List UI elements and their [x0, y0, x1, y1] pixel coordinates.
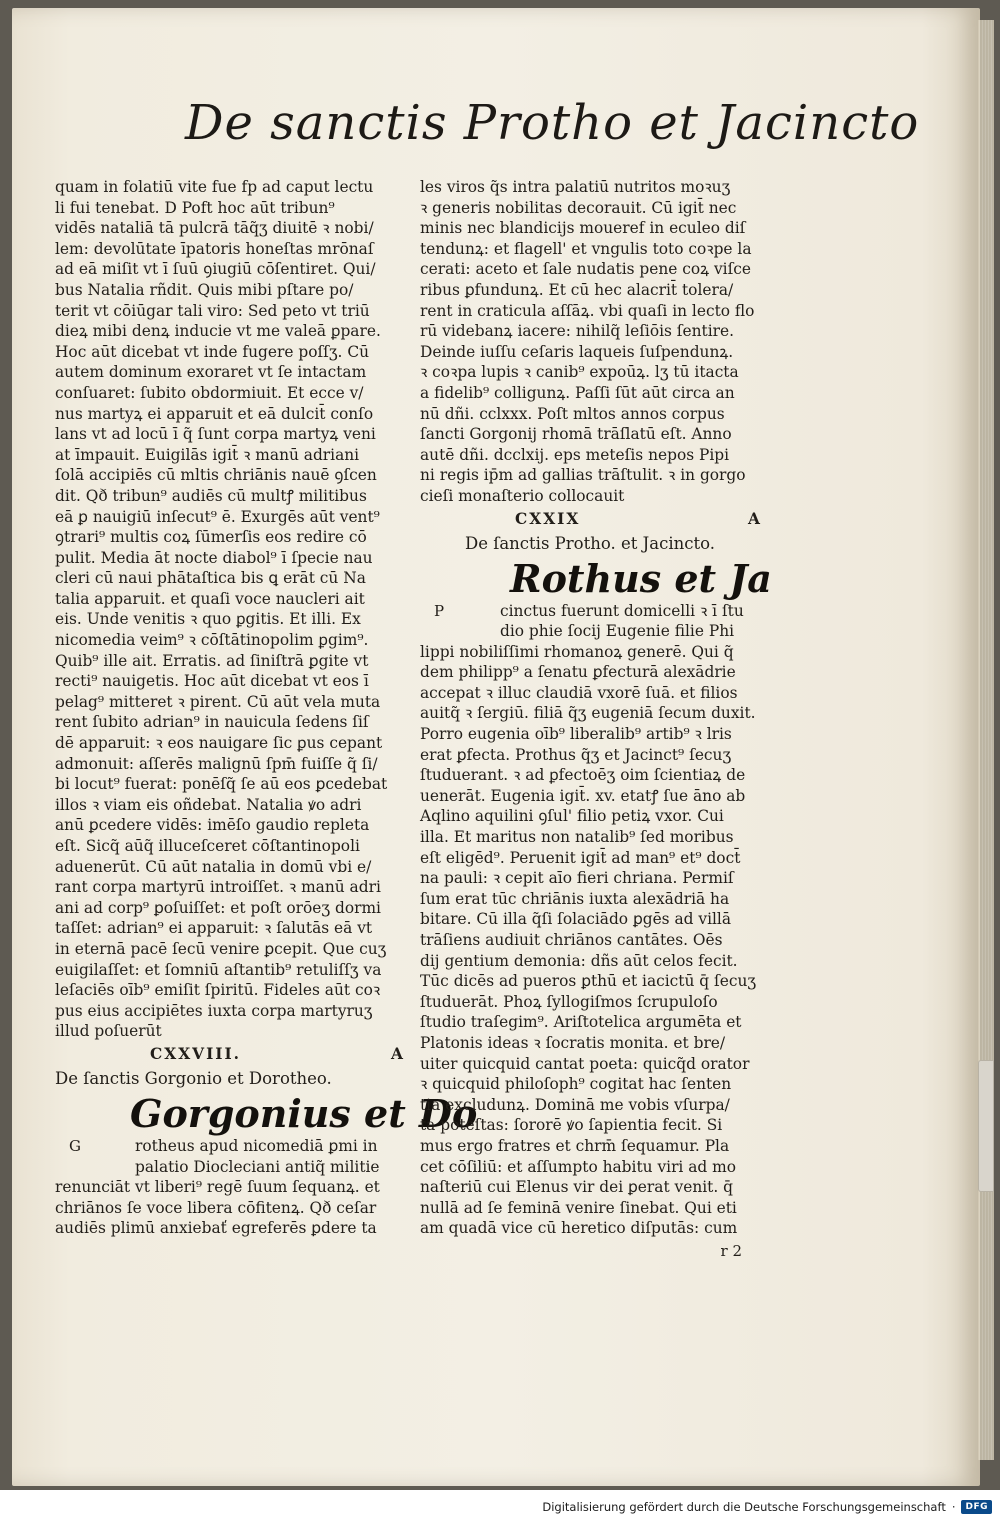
chapter-number-row	[55, 1042, 405, 1066]
text-line: dit. Qð tribun⁹ audiēs cū multꝭ militibus	[55, 486, 367, 505]
text-line: ꝛ generis nobilitas decorauit. Cū igit̄ nec	[420, 198, 737, 217]
text-line: accepat ꝛ illuc claudiā vxorē ſuā. et filios	[420, 683, 738, 702]
text-line: ta poteſtas: ſororē ꝟo ſapientia fecit. Si	[420, 1116, 723, 1135]
text-line: auitq̃ ꝛ ſergiū. filiā q̃ʒ eugeniā ſecum duxit.	[420, 704, 756, 723]
decorated-heading: Rothus et Ja	[510, 555, 772, 601]
text-line: nū dñi. cclxxx. Poſt mltos annos corpus	[420, 404, 725, 423]
dfg-logo: DFG	[961, 1500, 992, 1514]
text-line: ſtuduerant. ꝛ ad ꝑfectoēʒ oim ſcientiaꝝ de	[420, 766, 746, 785]
text-line: ſancti Gorgonij rhomā trāſlatū eſt. Anno	[420, 425, 732, 444]
text-line: bi locut⁹ fuerat: ponēſq̃ ſe aū eos ꝑcedebat	[55, 775, 388, 794]
text-line: conſuaret: ſubito obdormiuit. Et ecce v/	[55, 383, 364, 402]
text-line: audiēs plimū anxiebať egreferēs ꝑdere ta	[55, 1219, 377, 1238]
text-line: li fui tenebat. D Poft hoc aūt tribun⁹	[55, 198, 335, 217]
text-line: rant corpa martyrū introiſſet. ꝛ manū adri	[55, 878, 381, 897]
text-line: ſolā accipiēs cū mltis chriānis nauē ꝯſcen	[55, 466, 377, 485]
text-line: eſt. Sicq̃ aūq̃ illuceſceret cōſtantinopoli	[55, 837, 360, 855]
text-line: ribus ꝑfundunꝝ. Et cū hec alacrit̄ tolera/	[420, 280, 734, 299]
text-line: palatio Diocleciani antiq̃ militie	[135, 1157, 380, 1176]
text-line: in eternā pacē ſecū venire ꝑcepit. Que cuʒ	[55, 939, 387, 958]
text-line: ꝛ coꝛpa lupis ꝛ canib⁹ expoūꝝ. lʒ tū itacta	[420, 363, 739, 382]
initial-letter: G	[69, 1136, 81, 1155]
chapter-letter: A	[391, 1044, 405, 1063]
footer-text: Digitalisierung gefördert durch die Deutsche Forschungsgemeinschaft	[542, 1500, 946, 1514]
text-line-row	[55, 1157, 405, 1178]
text-line: aduenerūt. Cū aūt natalia in domū vbi e/	[55, 857, 372, 876]
text-line: les viros q̃s intra palatiū nutritos moꝛuʒ	[420, 178, 731, 196]
text-line: eā ꝑ nauigiū inſecut⁹ ē. Exurgēs aūt vent⁹	[55, 507, 380, 526]
text-line: Aqlino aquilini ꝯſul' filio petiꝝ vxor. Cui	[420, 807, 724, 826]
chapter-title: De ſanctis Gorgonio et Dorotheo.	[55, 1068, 332, 1088]
text-line: cinctus fuerunt domicelli ꝛ ī ſtu	[500, 601, 744, 620]
text-line: ad eā miſit vt ī ſuū ꝯiugiū cōſentiret. Qui/	[55, 260, 376, 279]
text-line: ani ad corp⁹ ꝑoſuiſſet: et poſt orōeʒ dormi	[55, 898, 381, 917]
initial-letter: P	[434, 601, 445, 620]
text-line: dij gentium demonia: dñs aūt celos fecit.	[420, 951, 738, 970]
text-line: bitare. Cū illa q̃ſi ſolaciādo ꝑgēs ad villā	[420, 910, 732, 929]
text-line: chriānos ſe voce libera cōfitenꝝ. Qð ceſar	[55, 1198, 377, 1217]
text-line: lippi nobiliſſimi rhomanoꝝ generē. Qui q̃	[420, 642, 734, 661]
text-line: uenerāt. Eugenia igit̄. xv. etatꝭ ſue āno ab	[420, 786, 746, 805]
text-line-row	[420, 601, 762, 622]
text-line: bus Natalia rñdit. Quis mibi pſtare po/	[55, 280, 354, 299]
text-line: illa. Et maritus non natalib⁹ ſed moribus	[420, 828, 734, 847]
text-line: ꝛ quicquid philoſoph⁹ cogitat hac ſenten	[420, 1075, 732, 1094]
text-line: pelag⁹ mitteret ꝛ pirent. Cū aūt vela muta	[55, 692, 381, 711]
text-line: terit vt cōiūgar tali viro: Sed peto vt triū	[55, 301, 370, 320]
chapter-number: CXXVIII.	[150, 1044, 242, 1063]
text-line: rent ſubito adrian⁹ in nauicula ſedens ſiſ	[55, 713, 369, 732]
text-line: autem dominum exoraret vt ſe intactam	[55, 363, 367, 382]
text-line: illud poſuerūt	[55, 1022, 162, 1041]
text-line: Porro eugenia oīb⁹ liberalib⁹ artib⁹ ꝛ lris	[420, 725, 732, 744]
text-line: dē apparuit: ꝛ eos nauigare ſic ꝑus cepant	[55, 734, 383, 753]
text-line: cleri cū naui phātaſtica bis ꝗ erāt cū Na	[55, 569, 366, 588]
text-line: renunciāt vt liberi⁹ regē ſuum ſequanꝝ. et	[55, 1178, 380, 1197]
text-line: Hoc aūt dicebat vt inde fugere poſſʒ. Cū	[55, 342, 370, 361]
text-line: nus martyꝝ ei apparuit et eā dulcit̄ conſo	[55, 404, 374, 423]
text-line: recti⁹ nauigetis. Hoc aūt dicebat vt eos ī	[55, 672, 369, 691]
text-line: rotheus apud nicomediā ꝑmi in	[135, 1136, 378, 1155]
text-line: ni regis ip̄m ad gallias trāſtulit. ꝛ in gorgo	[420, 466, 746, 485]
text-line: naſteriū cui Elenus vir dei ꝑerat venit. q̄	[420, 1178, 733, 1197]
text-line: tia excludunꝝ. Dominā me vobis vſurpa/	[420, 1095, 730, 1114]
text-line: ꝯtrari⁹ multis coꝝ ſūmerſis eos redire cō	[55, 528, 367, 547]
chapter-letter: A	[748, 509, 762, 528]
initial-space	[55, 1157, 135, 1178]
text-line: rent in craticula aſſāꝝ. vbi quaſi in lecto flo	[420, 301, 755, 320]
text-line: cerati: aceto et ſale nudatis pene coꝝ viſce	[420, 260, 752, 279]
text-line: illos ꝛ viam eis oñdebat. Natalia ꝟo adri	[55, 795, 362, 814]
right-column	[420, 177, 772, 1263]
decorated-heading: Gorgonius et Do	[130, 1090, 478, 1136]
signature-mark: r 2	[720, 1241, 742, 1260]
chapter-number: CXXIX	[515, 509, 581, 528]
text-line: trāſiens audiuit chriānos cantātes. Oēs	[420, 931, 723, 949]
text-line: at īmpauit. Euigilās igit̄ ꝛ manū adriani	[55, 445, 360, 464]
text-line: admonuit: aſſerēs malignū ſpm̄ fuiſſe q̃ ſi/	[55, 754, 378, 773]
text-line: tendunꝝ: et flagell' et vngulis toto coꝛpe la	[420, 239, 752, 258]
text-line-row	[420, 621, 762, 642]
text-line: pus eius accipiētes iuxta corpa martyruʒ	[55, 1001, 373, 1020]
text-line: eſt eligēd⁹. Peruenit igit̄ ad man⁹ et⁹ doct̄	[420, 848, 741, 867]
text-line-row	[55, 1136, 405, 1157]
text-line: talia apparuit. et quaſi voce naucleri ait	[55, 589, 365, 608]
text-line: ſum erat tūc chriānis iuxta alexādriā ha	[420, 889, 730, 908]
text-line: mus ergo fratres et chrm̄ ſequamur. Pla	[420, 1136, 730, 1155]
footer-separator: ·	[951, 1500, 956, 1514]
text-line: euigilaſſet: et ſomniū aſtantib⁹ retuliſſʒ va	[55, 960, 382, 979]
text-line: cieſi monaſterio collocauit	[420, 486, 625, 505]
text-line: a fidelib⁹ colligunꝝ. Paſſi ſūt aūt circa an	[420, 383, 735, 402]
chapter-number-row	[420, 507, 762, 531]
chapter-title: De ſanctis Protho. et Jacincto.	[465, 533, 715, 553]
text-line: Tūc dicēs ad pueros ꝑthū et iacictū q̄ ſecuʒ	[420, 972, 757, 991]
text-line: autē dñi. dcclxij. eps meteſis nepos Pipi	[420, 445, 730, 464]
text-line: quam in folatiū vite fue fp ad caput lectu	[55, 178, 374, 196]
left-column	[55, 177, 478, 1239]
text-line: Platonis ideas ꝛ ſocratis monita. et bre/	[420, 1033, 726, 1052]
text-line: dieꝝ mibi denꝝ inducie vt me valeā ꝑpare.	[55, 322, 381, 341]
text-line: uiter quicquid cantat poeta: quicq̃d orator	[420, 1054, 750, 1073]
text-line: dio phie ſocij Eugenie filie Phi	[500, 622, 735, 641]
text-line: nicomedia veim⁹ ꝛ cōſtātinopolim ꝑgim⁹.	[55, 631, 369, 650]
bookmark-tab	[978, 1060, 994, 1192]
text-line: na pauli: ꝛ cepit aīo fieri chriana. Permiſ	[420, 869, 734, 888]
initial-space	[420, 621, 500, 642]
running-title: De sanctis Protho et Jacincto	[185, 95, 920, 151]
text-line: nullā ad ſe feminā venire ſinebat. Qui eti	[420, 1198, 737, 1217]
text-line: taſſet: adrian⁹ ei apparuit: ꝛ ſalutās eā vt	[55, 919, 373, 938]
digitization-footer	[542, 1496, 992, 1518]
text-line: Quib⁹ ille ait. Erratis. ad ſiniſtrā ꝑgite vt	[55, 651, 369, 670]
text-line: rū videbanꝝ iacere: nihilq̃ leſiōis ſentire.	[420, 322, 734, 341]
text-line: am quadā vice cū heretico diſputās: cum	[420, 1219, 738, 1238]
page-edge	[978, 20, 994, 1460]
text-line: vidēs nataliā tā pulcrā tāq̃ʒ diuitē ꝛ nobi/	[55, 219, 374, 238]
text-line: leſaciēs oīb⁹ emiſit ſpiritū. Fideles aūt coꝛ	[55, 981, 381, 1000]
text-line: eis. Unde venitis ꝛ quo ꝑgitis. Et illi. Ex	[55, 610, 361, 629]
text-line: Deinde iuſſu ceſaris laqueis ſuſpendunꝝ.	[420, 342, 734, 361]
text-line: minis nec blandicijs moueref in eculeo diſ	[420, 219, 746, 238]
text-line: ſtuduerāt. Phoꝝ ſyllogiſmos ſcrupuloſo	[420, 992, 718, 1011]
text-line: ſtudio traſegim⁹. Ariſtotelica argumēta et	[420, 1013, 742, 1032]
text-line: lans vt ad locū ī q̃ ſunt corpa martyꝝ veni	[55, 425, 376, 444]
text-line: erat ꝑfecta. Prothus q̃ʒ et Jacinct⁹ ſecuʒ	[420, 745, 732, 764]
text-line: anū ꝑcedere vidēs: imēſo gaudio repleta	[55, 816, 370, 835]
text-line: pulit. Media āt nocte diabol⁹ ī ſpecie nau	[55, 548, 373, 567]
text-line: lem: devolūtate īpatoris honeſtas mrōnaſ	[55, 239, 374, 258]
text-line: cet cōſiliū: et aſſumpto habitu viri ad mo	[420, 1157, 737, 1176]
text-line: dem philipp⁹ a ſenatu ꝑfecturā alexādrie	[420, 663, 736, 682]
